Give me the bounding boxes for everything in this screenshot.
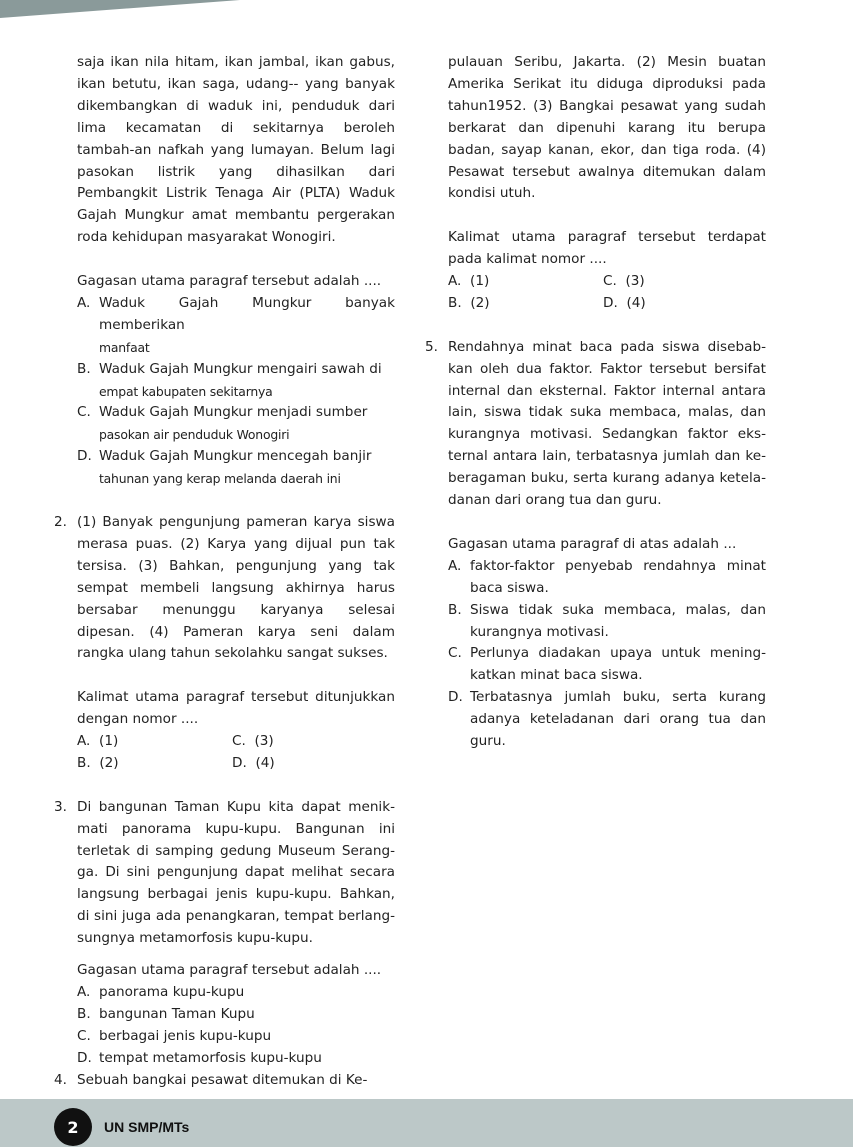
q1-question: Gagasan utama paragraf tersebut adalah .... xyxy=(77,273,382,290)
question-2 xyxy=(54,512,395,665)
q2-passage: (1) Banyak pengunjung pameran karya siswa merasa puas. (2) Karya yang dijual pun tak tersisa. (3) Bahkan, pengunjung yang tak sempat membeli langsung akhirnya harus bersabar menunggu karyanya selesai dipesan. (4) Pameran karya seni dalam rangka ulang tahun sekolahku sangat sukses. xyxy=(77,514,395,662)
q3-passage: Di bangunan Taman Kupu kita dapat menik-mati panorama kupu-kupu. Bangunan ini terletak di samping gedung Museum Serang-ga. Di sini pengunjung dapat melihat secara langsung berbagai jenis kupu-kupu. Bahkan, di sini juga ada penangkaran, tempat berlang-sungnya metamorfosis kupu-kupu. xyxy=(77,798,395,947)
q1-option-b[interactable]: B. Waduk Gajah Mungkur mengairi sawah di empat kabupaten sekitarnya xyxy=(77,360,382,399)
top-decoration xyxy=(0,0,853,20)
q3-option-a[interactable]: A. panorama kupu-kupu xyxy=(77,984,245,1000)
q4-passage-start: Sebuah bangkai pesawat ditemukan di Ke- xyxy=(77,1071,368,1088)
left-column xyxy=(54,52,395,1092)
q2-options-row-2 xyxy=(77,753,395,775)
q5-option-b[interactable]: B. Siswa tidak suka membaca, malas, dan kurangnya motivasi. xyxy=(448,601,766,640)
q3-option-b[interactable]: B. bangunan Taman Kupu xyxy=(77,1005,255,1022)
footer-label: UN SMP/MTs xyxy=(104,1119,190,1135)
question-number: 5. xyxy=(425,338,438,355)
page-number-badge xyxy=(54,1108,92,1146)
q4-passage-continued: pulauan Seribu, Jakarta. (2) Mesin buatan Amerika Serikat itu diduga diproduksi pada tahun1952. (3) Bangkai pesawat yang sudah berkarat dan dipenuhi karang itu berupa badan, sayap kanan, ekor, dan tiga roda. (4) Pesawat tersebut awalnya ditemukan dalam kondisi utuh. xyxy=(448,54,766,202)
q2-options-row-1 xyxy=(77,731,395,753)
q5-option-d[interactable]: D. Terbatasnya jumlah buku, serta kurang adanya keteladanan dari orang tua dan guru. xyxy=(448,689,766,750)
question-number: 2. xyxy=(54,514,67,530)
q2-option-b[interactable]: B. (2) xyxy=(77,754,119,771)
q4-question: Kalimat utama paragraf tersebut terdapat pada kalimat nomor .... xyxy=(448,229,766,268)
question-5 xyxy=(425,337,766,512)
q1-option-c[interactable]: C. Waduk Gajah Mungkur menjadi sumber pasokan air penduduk Wonogiri xyxy=(77,404,368,443)
q4-option-a[interactable]: A. (1) xyxy=(448,273,490,290)
q2-question: Kalimat utama paragraf tersebut ditunjukkan dengan nomor .... xyxy=(77,689,395,728)
q2-option-a[interactable]: A. (1) xyxy=(77,733,119,750)
question-4-start xyxy=(54,1070,395,1092)
q1-options xyxy=(77,293,395,490)
q2-option-d[interactable]: D. (4) xyxy=(232,754,275,771)
q1-passage: saja ikan nila hitam, ikan jambal, ikan gabus, ikan betutu, ikan saga, udang-- yang banyak dikembangkan di waduk ini, penduduk dari lima kecamatan di sekitarnya beroleh tambah-an nafkah yang lumayan. Belum lagi pasokan listrik yang dihasilkan dari Pembangkit Listrik Tenaga Air (PLTA) Waduk Gajah Mungkur amat membantu pergerakan roda kehidupan masyarakat Wonogiri. xyxy=(77,54,395,246)
question-number: 4. xyxy=(54,1071,67,1088)
q4-options-row-1 xyxy=(448,271,766,293)
q1-option-d[interactable]: D. Waduk Gajah Mungkur mencegah banjir tahunan yang kerap melanda daerah ini xyxy=(77,448,372,487)
right-column xyxy=(425,52,766,753)
q3-question: Gagasan utama paragraf tersebut adalah .... xyxy=(77,962,382,979)
q1-option-a[interactable]: A. Waduk Gajah Mungkur banyak memberikan manfaat xyxy=(77,294,395,355)
q5-passage: Rendahnya minat baca pada siswa disebab-kan oleh dua faktor. Faktor tersebut bersifat internal dan eksternal. Faktor internal antara lain, siswa tidak suka membaca, malas, dan kurangnya motivasi. Sedangkan faktor eks-ternal antara lain, terbatasnya jumlah dan ke-beragaman buku, serta kurang adanya ketela-danan dari orang tua dan guru. xyxy=(448,338,766,509)
question-3 xyxy=(54,797,395,950)
page-number: 2 xyxy=(67,1117,79,1137)
q2-option-c[interactable]: C. (3) xyxy=(232,733,274,750)
q4-option-d[interactable]: D. (4) xyxy=(603,294,646,311)
q5-option-a[interactable]: A. faktor-faktor penyebab rendahnya minat baca siswa. xyxy=(448,557,766,596)
q5-question: Gagasan utama paragraf di atas adalah ... xyxy=(448,535,737,552)
q4-option-b[interactable]: B. (2) xyxy=(448,294,490,311)
q4-option-c[interactable]: C. (3) xyxy=(603,273,645,290)
question-number: 3. xyxy=(54,798,67,815)
q5-option-c[interactable]: C. Perlunya diadakan upaya untuk mening-katkan minat baca siswa. xyxy=(448,645,766,684)
q3-option-c[interactable]: C. berbagai jenis kupu-kupu xyxy=(77,1027,272,1044)
q3-option-d[interactable]: D. tempat metamorfosis kupu-kupu xyxy=(77,1049,322,1066)
q4-options-row-2 xyxy=(448,293,766,315)
